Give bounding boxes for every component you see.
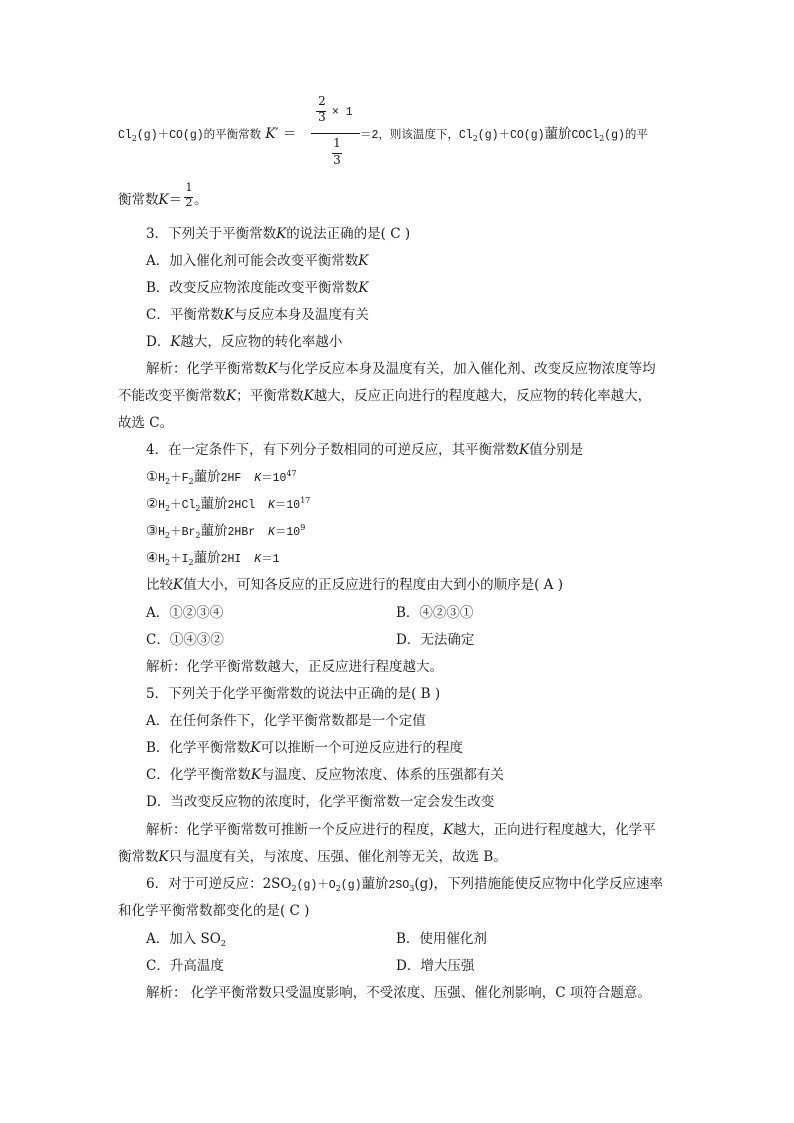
q5-option-c: C．化学平衡常数K与温度、反应物浓度、体系的压强都有关 <box>146 767 504 783</box>
q5-option-d: D．当改变反应物的浓度时，化学平衡常数一定会发生改变 <box>146 794 495 810</box>
fraction-top-numerator: 2 <box>318 94 326 108</box>
q4-reaction-4: $④H_2+I_2$蘁斺2HI K＝1 <box>146 550 280 567</box>
q5-stem: 5．下列关于化学平衡常数的说法中正确的是( B ) <box>146 686 441 702</box>
q3-explanation-3: 故选 C。 <box>118 415 174 431</box>
q4-stem: 4．在一定条件下，有下列分子数相同的可逆反应，其平衡常数K值分别是 <box>146 442 584 458</box>
q6-option-b: B．使用催化剂 <box>396 931 487 947</box>
q6-option-d: D．增大压强 <box>396 958 475 974</box>
q6-option-c: C．升高温度 <box>146 958 224 974</box>
fraction-bottom-denominator: 3 <box>333 153 341 167</box>
q4-reaction-1: $①H_2+F_2$蘁斺2HF $K=10^{47}$ <box>146 469 297 486</box>
q3-stem: 3．下列关于平衡常数K的说法正确的是( C ) <box>146 226 411 242</box>
intro-half-denominator: 2 <box>185 196 193 209</box>
q4-option-d: D．无法确定 <box>396 632 475 648</box>
q3-option-c: C．平衡常数K与反应本身及温度有关 <box>146 307 369 323</box>
q6-explanation: 解析： 化学平衡常数只受温度影响，不受浓度、压强、催化剂影响，C 项符合题意。 <box>146 985 651 1001</box>
fraction-top-denominator: 3 <box>318 110 326 124</box>
q3-option-a: A．加入催化剂可能会改变平衡常数K <box>146 253 369 269</box>
intro-line-2: 衡常数K＝ <box>118 192 183 208</box>
q4-explanation: 解析：化学平衡常数越大，正反应进行程度越大。 <box>146 659 443 675</box>
q4-option-a: A．①②③④ <box>146 605 224 621</box>
q4-option-c: C．①④③② <box>146 632 224 648</box>
q5-explanation-1: 解析：化学平衡常数可推断一个反应进行的程度，K越大，正向进行程度越大，化学平 <box>146 822 656 838</box>
q3-option-b: B．改变反应物浓度能改变平衡常数K <box>146 280 369 296</box>
fraction-main-bar <box>311 133 360 134</box>
q4-reaction-3: $③H_2+Br_2$蘁斺2HBr $K=10^9$ <box>146 523 306 540</box>
q5-explanation-2: 衡常数K只与温度有关，与浓度、压强、催化剂等无关，故选 B。 <box>118 849 507 865</box>
q3-explanation-1: 解析：化学平衡常数K与化学反应本身及温度有关，加入催化剂、改变反应物浓度等均 <box>146 361 656 377</box>
intro-line-2-end: 。 <box>194 192 208 208</box>
intro-half-numerator: 1 <box>185 181 193 194</box>
fraction-top-times: × 1 <box>332 106 353 119</box>
q3-explanation-2: 不能改变平衡常数K；平衡常数K越大，反应正向进行的程度越大，反应物的转化率越大， <box>118 388 652 404</box>
q6-stem-2: 和化学平衡常数都变化的是( C ) <box>118 903 310 919</box>
q3-option-d: D．K越大，反应物的转化率越小 <box>146 334 343 350</box>
q4-option-b: B．④②③① <box>396 605 474 621</box>
q4-reaction-2: $②H_2+Cl_2$蘁斺2HCl $K=10^{17}$ <box>146 496 311 513</box>
q5-option-b: B．化学平衡常数K可以推断一个可逆反应进行的程度 <box>146 740 464 756</box>
q4-compare: 比较K值大小，可知各反应的正反应进行的程度由大到小的顺序是( A ) <box>146 577 563 593</box>
q6-stem-1: 6．对于可逆反应：$2SO_2(g)+O_2(g)$蘁斺$2SO_3(g)$，下列措施能使反应物中化学反应速率 <box>146 876 664 893</box>
intro-line-1-right: ＝2，则该温度下，$Cl_2(g)+CO(g)$蘁斺COCl$_2$(g)的平 <box>360 126 648 143</box>
q5-option-a: A．在任何条件下，化学平衡常数都是一个定值 <box>146 713 426 729</box>
intro-line-1: $Cl_2(g)+CO(g)$的平衡常数 K′ ＝ <box>118 126 297 143</box>
fraction-bottom-numerator: 1 <box>333 136 341 150</box>
q6-option-a: A．加入 $SO_2$ <box>146 931 226 948</box>
